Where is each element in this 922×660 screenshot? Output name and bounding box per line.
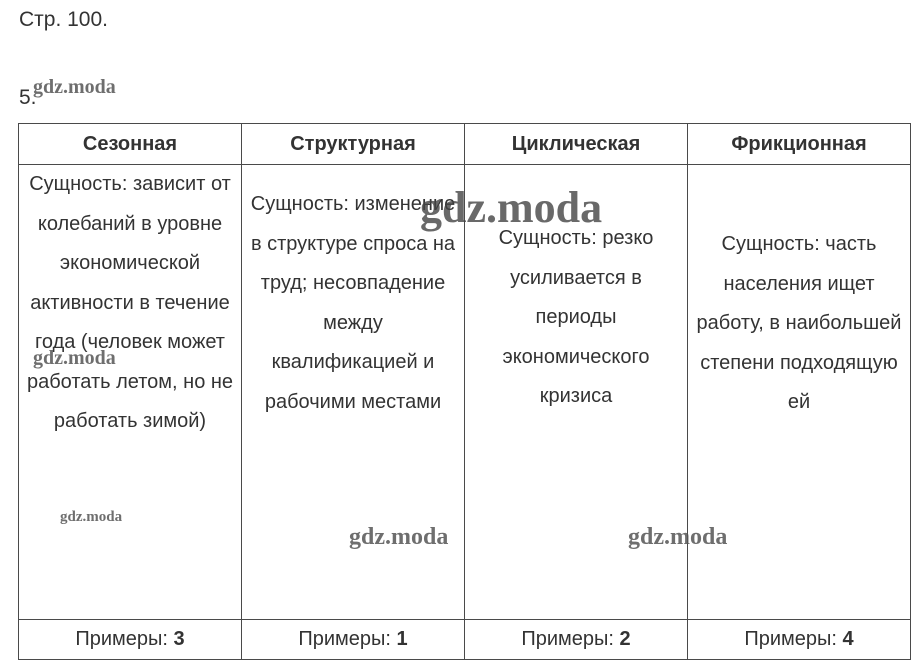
essence-row <box>19 165 911 620</box>
task-number: 5. <box>19 86 37 109</box>
examples-count: 2 <box>619 628 631 650</box>
examples-row <box>19 620 911 660</box>
examples-label: Примеры: <box>744 628 837 650</box>
essence-seasonal: Сущность: зависит от колебаний в уровне экономической активности в течение года (человек может работать летом, но не работать зимой) <box>19 165 242 620</box>
examples-structural <box>242 620 465 660</box>
header-structural: Структурная <box>242 124 465 165</box>
examples-label: Примеры: <box>75 628 168 650</box>
examples-count: 1 <box>396 628 408 650</box>
watermark: gdz.moda <box>420 183 603 232</box>
table-header-row <box>19 124 911 165</box>
examples-count: 4 <box>842 628 854 650</box>
watermark: gdz.moda <box>33 347 116 369</box>
examples-count: 3 <box>173 628 185 650</box>
unemployment-types-table <box>18 123 911 660</box>
essence-structural: Сущность: изменение в структуре спроса на труд; несовпадение между квалификацией и рабочими местами <box>242 165 465 620</box>
header-seasonal: Сезонная <box>19 124 242 165</box>
essence-frictional: Сущность: часть населения ищет работу, в наибольшей степени подходящую ей <box>688 165 911 620</box>
header-cyclical: Циклическая <box>465 124 688 165</box>
watermark: gdz.moda <box>33 76 116 98</box>
header-frictional: Фрикционная <box>688 124 911 165</box>
essence-cyclical: Сущность: резко усиливается в периоды экономического кризиса <box>465 165 688 620</box>
examples-frictional <box>688 620 911 660</box>
watermark: gdz.moda <box>60 509 123 525</box>
examples-label: Примеры: <box>298 628 391 650</box>
examples-seasonal <box>19 620 242 660</box>
examples-label: Примеры: <box>521 628 614 650</box>
watermark: gdz.moda <box>628 524 728 550</box>
examples-cyclical <box>465 620 688 660</box>
watermark: gdz.moda <box>349 524 449 550</box>
page-header: Стр. 100. <box>19 8 109 31</box>
